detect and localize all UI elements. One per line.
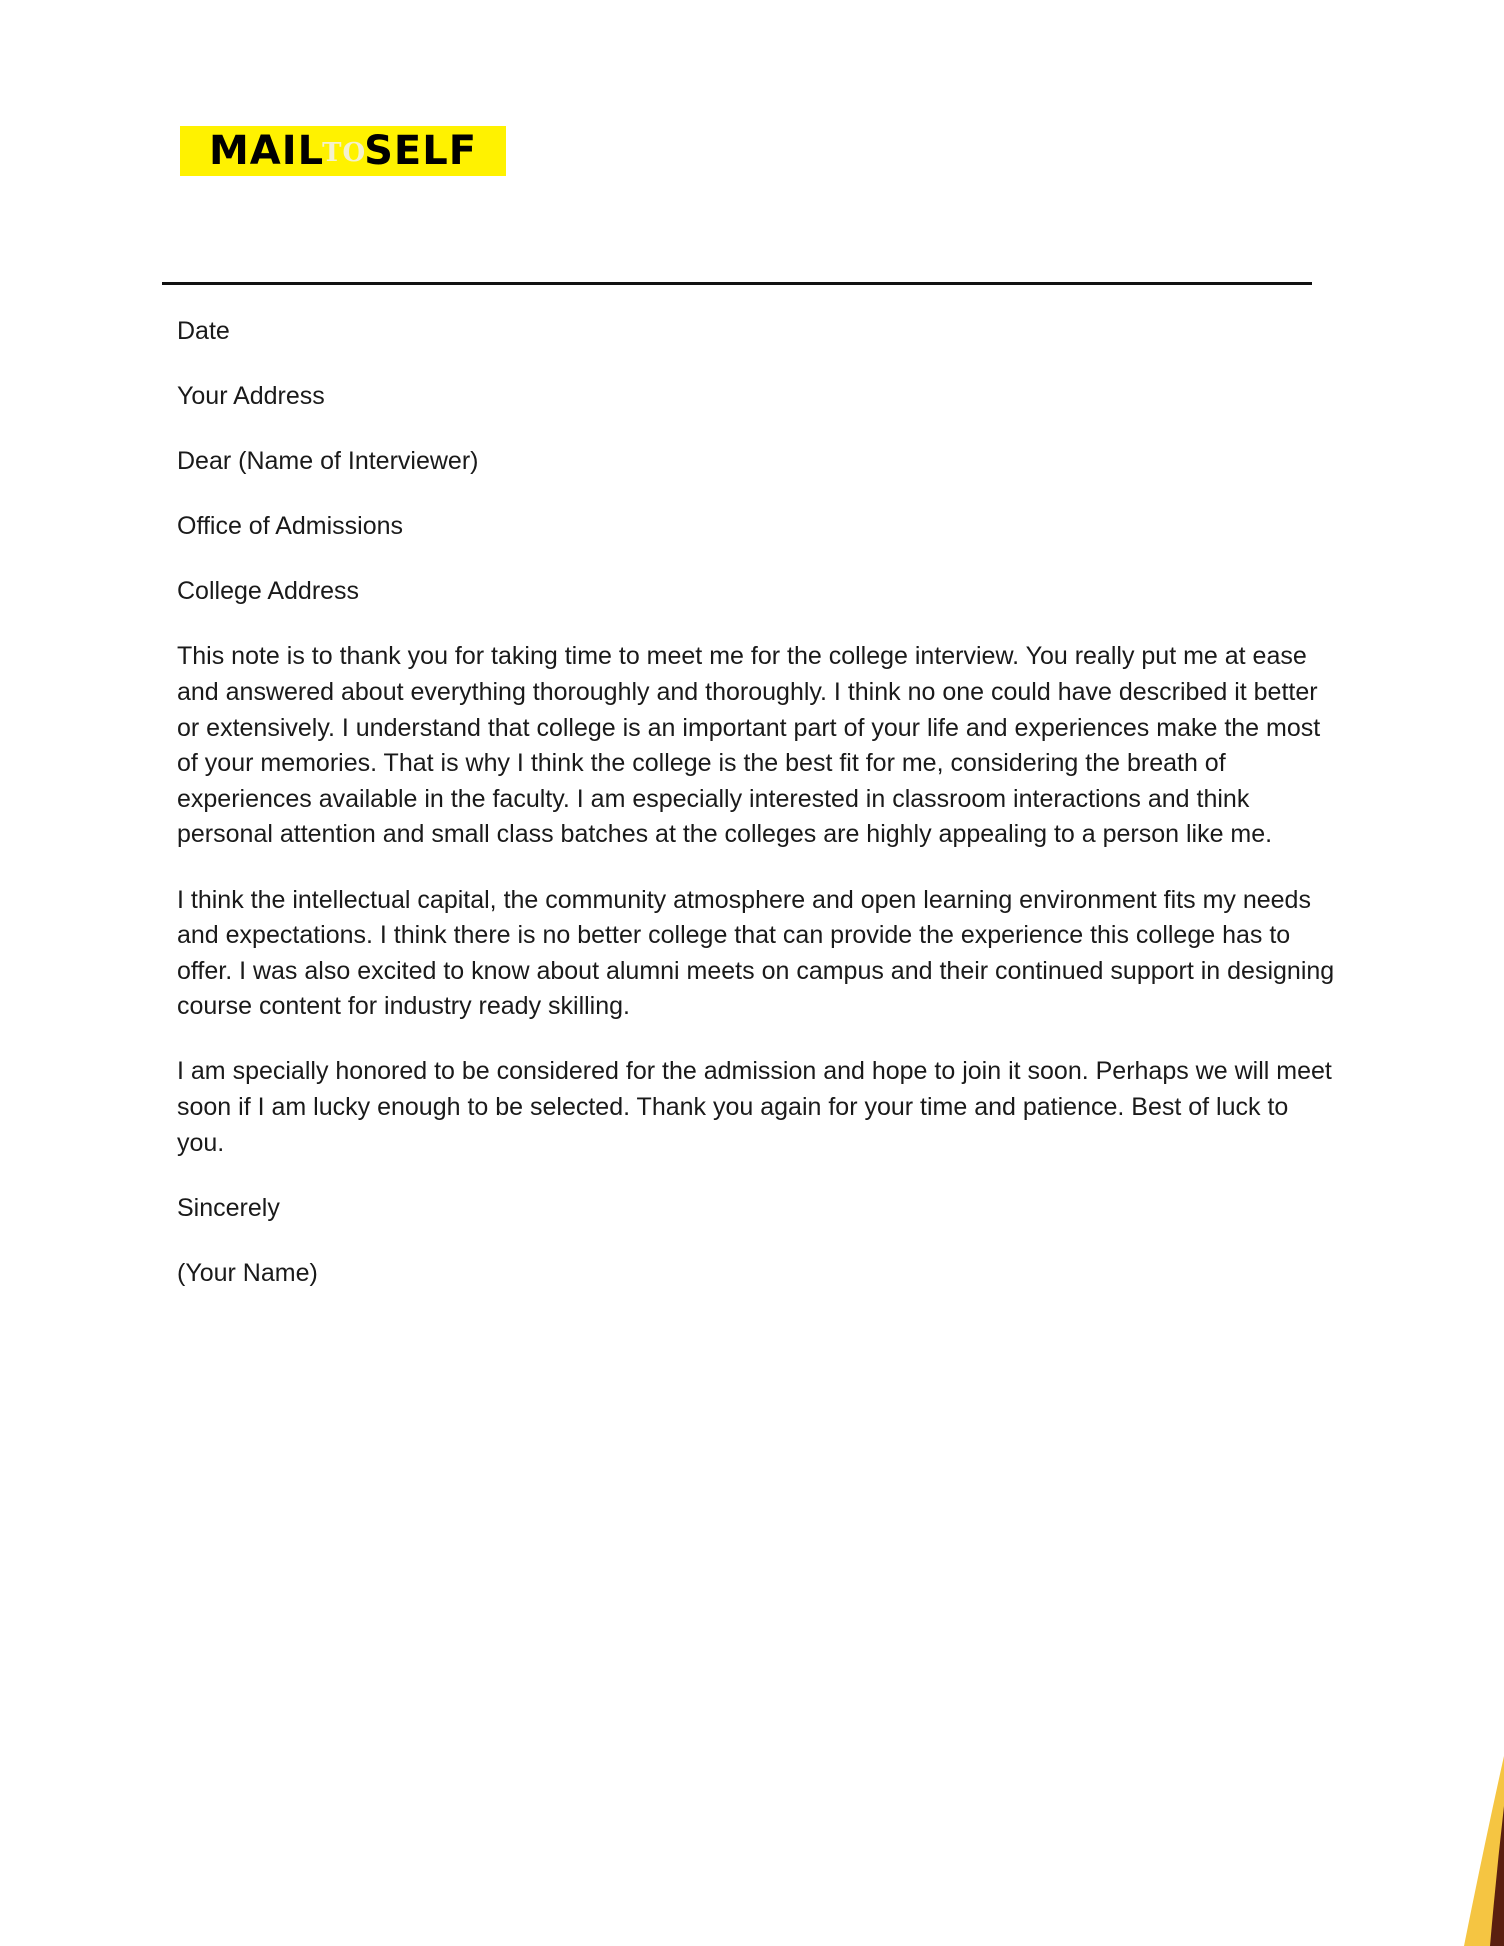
body-paragraph-1: This note is to thank you for taking time to meet me for the college interview. You really put me at ease and answered about everything thoroughly and thoroughly. I think no one could have described it better or extensively. I understand that college is an important part of your life and experiences make the most of your memories. That is why I think the college is the best fit for me, considering the breath of experiences available in the faculty. I am especially interested in classroom interactions and think personal attention and small class batches at the colleges are highly appealing to a person like me. [177,642,1321,849]
body-paragraph-3: I am specially honored to be considered for the admission and hope to join it soon. Perhaps we will meet soon if I am lucky enough to be selected. Thank you again for your time and patience. Best of luck to you. [177,1057,1332,1157]
header-divider [162,282,1312,285]
body-paragraph-2: I think the intellectual capital, the community atmosphere and open learning environment fits my needs and expectations. I think there is no better college that can provide the experience this college has to offer. I was also excited to know about alumni meets on campus and their continued support in designing course content for industry ready skilling. [177,885,1335,1021]
salutation-line: Dear (Name of Interviewer) [177,447,479,476]
closing-line: Sincerely [177,1193,280,1222]
letter-body [177,314,1337,1321]
mailtoself-logo [180,126,506,176]
logo-text-to: TO [322,138,367,168]
logo-text-self: SELF [364,128,478,174]
office-line: Office of Admissions [177,512,404,541]
date-line: Date [177,317,230,345]
signature-line: (Your Name) [177,1258,318,1287]
corner-decoration [1444,1746,1504,1946]
logo-text-mail: MAIL [208,128,325,174]
college-address-line: College Address [177,577,360,606]
your-address-line: Your Address [177,382,325,411]
